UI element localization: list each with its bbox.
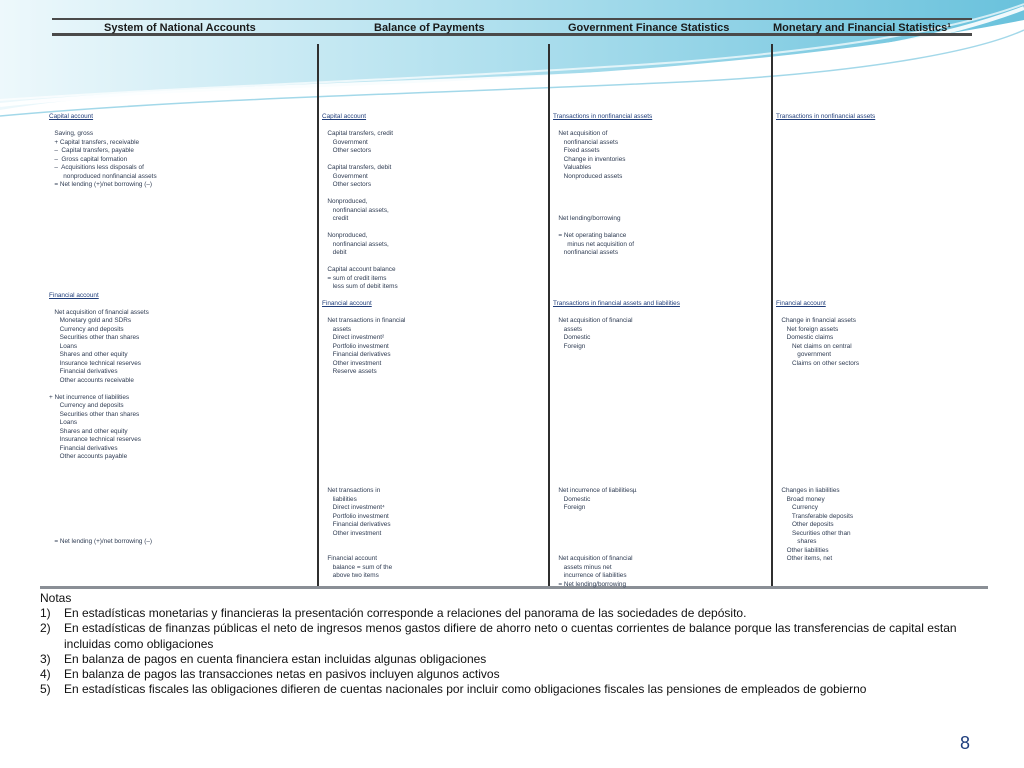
table-line: nonfinancial assets, (322, 240, 389, 248)
table-line: Net acquisition of (553, 130, 608, 137)
table-line: Nonproduced assets (553, 172, 623, 180)
table-line (322, 258, 405, 267)
table-line: Net claims on central (776, 342, 852, 350)
table-line (553, 360, 680, 369)
table-line (322, 292, 405, 301)
table-line (553, 224, 680, 233)
table-line (776, 122, 875, 131)
header-gfs: Government Finance Statistics (568, 22, 730, 34)
table-line (322, 156, 405, 165)
section-heading: Capital account (49, 113, 94, 120)
note-text: En balanza de pagos en cuenta financiera estan incluidas algunas obligaciones (64, 651, 487, 666)
table-line (776, 394, 875, 403)
table-line (776, 173, 875, 182)
note-number: 1) (40, 606, 51, 621)
table-line (553, 385, 680, 394)
table-line (49, 266, 157, 275)
table-line: nonfinancial assets (553, 249, 619, 256)
table-line (776, 249, 875, 258)
table-line: assets (553, 325, 583, 333)
table-line (49, 283, 157, 292)
table-line: Capital transfers, credit (322, 130, 394, 137)
table-line (553, 530, 680, 539)
table-line (776, 385, 875, 394)
table-line: = Net operating balance (553, 232, 627, 239)
table-line (49, 530, 157, 539)
table-line: Net transactions in (322, 487, 381, 494)
table-line (49, 496, 157, 505)
column-divider (317, 44, 319, 589)
table-line: Net lending/borrowing (553, 215, 621, 222)
note-number: 4) (40, 667, 51, 682)
table-line (553, 538, 680, 547)
table-line (49, 521, 157, 530)
table-line: – Acquisitions less disposals of (49, 164, 144, 171)
table-line (553, 258, 680, 267)
table-line: Net acquisition of financial assets (49, 308, 149, 316)
table-line: Saving, gross (49, 130, 94, 137)
table-line: Portfolio investment (322, 512, 389, 520)
table-line (553, 445, 680, 454)
table-line: Securities other than shares (49, 334, 140, 341)
table-line: Government (322, 138, 368, 146)
table-line: nonproduced nonfinancial assets (49, 172, 157, 180)
table-line (322, 190, 405, 199)
table-line: Currency (776, 504, 818, 511)
table-line (553, 190, 680, 199)
column-gfs (553, 113, 680, 589)
table-line: less sum of debit items (322, 283, 398, 290)
table-line (553, 351, 680, 360)
table-line (553, 275, 680, 284)
table-line (49, 249, 157, 258)
table-line: Financial derivatives (322, 521, 391, 528)
table-line (776, 283, 875, 292)
table-line: nonfinancial assets (553, 138, 619, 146)
table-line (776, 164, 875, 173)
table-line: Financial account (322, 555, 378, 562)
table-line (553, 394, 680, 403)
table-line (49, 122, 157, 131)
table-line (553, 547, 680, 556)
table-line (49, 385, 157, 394)
table-line (322, 224, 405, 233)
table-line: credit (322, 215, 349, 222)
section-heading: Transactions in nonfinancial assets (776, 113, 876, 120)
table-line: nonfinancial assets, (322, 206, 389, 214)
table-header (52, 18, 972, 36)
table-line: Other sectors (322, 147, 372, 154)
table-line: + Net incurrence of liabilities (49, 393, 130, 401)
table-line: Currency and deposits (49, 325, 124, 333)
table-line: Shares and other equity (49, 351, 128, 358)
table-line: Other investment (322, 359, 382, 367)
table-line (49, 504, 157, 513)
header-bop: Balance of Payments (374, 22, 485, 34)
table-line (322, 547, 405, 556)
table-line: – Capital transfers, payable (49, 147, 134, 154)
table-line: Valuables (553, 164, 592, 171)
table-line: – Gross capital formation (49, 155, 128, 163)
table-line (553, 122, 680, 131)
column-mfs (776, 113, 875, 564)
table-line: Net foreign assets (776, 325, 839, 333)
table-line (322, 436, 405, 445)
table-line (776, 411, 875, 420)
table-line: Net incurrence of liabilitiesµ (553, 487, 637, 494)
note-item (40, 606, 1000, 621)
table-line: liabilities (322, 495, 357, 503)
notes-list (40, 606, 1000, 697)
table-line (49, 300, 157, 309)
table-line: Insurance technical reserves (49, 359, 141, 367)
table-line (776, 215, 875, 224)
table-line (553, 462, 680, 471)
table-line: Other items, net (776, 555, 833, 562)
table-line: Government (322, 172, 368, 180)
table-line: Net acquisition of financial (553, 555, 633, 562)
note-text: En estadísticas fiscales las obligaciones difieren de cuentas nacionales por incluir como obligaciones fiscales las pensiones de empleados de gobierno (64, 682, 867, 697)
table-line: + Capital transfers, receivable (49, 138, 140, 146)
table-line (553, 309, 680, 318)
table-line: Other investment (322, 529, 382, 537)
table-line (776, 224, 875, 233)
table-line (776, 453, 875, 462)
table-line (49, 207, 157, 216)
table-line (553, 207, 680, 216)
table-line (49, 241, 157, 250)
header-sna: System of National Accounts (104, 22, 256, 34)
table-line (322, 428, 405, 437)
table-line (776, 368, 875, 377)
table-line (776, 190, 875, 199)
table-line: above two items (322, 572, 379, 579)
table-line: minus net acquisition of (553, 240, 634, 248)
table-line (776, 275, 875, 284)
note-item (40, 621, 1000, 651)
table-line (776, 402, 875, 411)
table-line (322, 402, 405, 411)
table-line (553, 513, 680, 522)
table-line: Loans (49, 342, 78, 350)
table-line (49, 224, 157, 233)
page-number: 8 (960, 733, 971, 753)
table-line (553, 411, 680, 420)
table-line (776, 241, 875, 250)
table-line: Capital account balance (322, 266, 396, 273)
table-line: Change in financial assets (776, 317, 856, 324)
table-line: Direct investment² (322, 334, 385, 341)
table-line (49, 479, 157, 488)
table-line: Transferable deposits (776, 512, 854, 520)
note-text: En estadísticas de finanzas públicas el neto de ingresos menos gastos difiere de ahorro neto o cuentas corrientes de balance porque las transferencias de capital estan incluidas como obligaciones (64, 621, 957, 651)
note-number: 2) (40, 621, 51, 636)
table-line (322, 470, 405, 479)
table-line: Other deposits (776, 521, 834, 528)
table-line: Insurance technical reserves (49, 436, 141, 443)
table-line (776, 258, 875, 267)
table-line: Foreign (553, 342, 586, 350)
table-line (776, 309, 875, 318)
table-line: Broad money (776, 495, 825, 503)
table-line (322, 538, 405, 547)
table-line (49, 275, 157, 284)
section-heading: Financial account (49, 291, 99, 299)
table-line: Financial derivatives (322, 351, 391, 358)
table-line (322, 385, 405, 394)
table-line: debit (322, 249, 347, 256)
column-divider (771, 44, 773, 589)
table-line (553, 198, 680, 207)
note-item (40, 682, 1000, 697)
note-text: En balanza de pagos las transacciones netas en pasivos incluyen algunos activos (64, 667, 500, 682)
section-heading: Transactions in nonfinancial assets (553, 113, 653, 120)
table-line: = Net lending (+)/net borrowing (–) (49, 181, 153, 188)
table-line (553, 292, 680, 301)
table-line (322, 122, 405, 131)
table-line (553, 436, 680, 445)
table-line: Loans (49, 419, 78, 426)
table-line: Nonproduced, (322, 198, 368, 205)
table-line (776, 377, 875, 386)
notes-section (40, 591, 1000, 697)
table-line: assets minus net (553, 563, 612, 571)
table-line (776, 130, 875, 139)
table-line (776, 147, 875, 156)
table-line: Net acquisition of financial (553, 317, 633, 324)
table-line (49, 470, 157, 479)
table-line: Direct investment⁴ (322, 504, 385, 511)
table-line: Reserve assets (322, 368, 377, 375)
table-line (553, 402, 680, 411)
table-line: Domestic (553, 334, 591, 341)
table-line: Other liabilities (776, 546, 829, 554)
note-text: En estadísticas monetarias y financieras la presentación corresponde a relaciones del panorama de las sociedades de depósito. (64, 606, 747, 621)
note-number: 5) (40, 682, 51, 697)
table-line (322, 377, 405, 386)
table-line: Capital transfers, debit (322, 164, 392, 171)
table-line (322, 445, 405, 454)
table-line (322, 462, 405, 471)
table-line (322, 309, 405, 318)
table-line: Net transactions in financial (322, 317, 406, 324)
table-line (776, 207, 875, 216)
table-line (776, 232, 875, 241)
table-line: Changes in liabilities (776, 487, 840, 494)
table-line (322, 394, 405, 403)
table-line (322, 479, 405, 488)
table-line (776, 470, 875, 479)
table-line (553, 428, 680, 437)
table-line: Change in inventories (553, 155, 626, 163)
section-heading: Financial account (776, 300, 826, 307)
table-line: Domestic (553, 495, 591, 503)
header-mfs: Monetary and Financial Statistics¹ (773, 22, 951, 34)
section-heading: Financial account (322, 300, 372, 307)
table-line (553, 521, 680, 530)
table-line: Nonproduced, (322, 232, 368, 239)
table-line (776, 266, 875, 275)
table-line (776, 198, 875, 207)
table-line: balance = sum of the (322, 563, 393, 571)
table-line: shares (776, 538, 817, 545)
table-line: Fixed assets (553, 147, 600, 154)
table-line (776, 156, 875, 165)
table-line (553, 283, 680, 292)
table-line: = Net lending (+)/net borrowing (–) (49, 538, 153, 545)
table-line: Other sectors (322, 181, 372, 188)
table-line (553, 419, 680, 428)
table-line: Other accounts receivable (49, 376, 134, 384)
table-line: Shares and other equity (49, 427, 128, 435)
table-line (553, 470, 680, 479)
table-line (776, 479, 875, 488)
table-line (776, 181, 875, 190)
table-line (776, 436, 875, 445)
column-divider (548, 44, 550, 589)
table-bottom-rule (40, 586, 988, 589)
table-line (49, 258, 157, 267)
table-line (776, 428, 875, 437)
table-line: Foreign (553, 504, 586, 511)
table-line (553, 266, 680, 275)
table-line: Financial derivatives (49, 368, 118, 375)
table-line: Domestic claims (776, 334, 834, 341)
table-line (49, 215, 157, 224)
column-sna (49, 113, 157, 547)
table-line: Claims on other sectors (776, 359, 860, 367)
column-bop (322, 113, 405, 581)
table-line: = Net lending/borrowing (553, 580, 627, 588)
table-line (776, 462, 875, 471)
table-line (322, 411, 405, 420)
notes-title: Notas (40, 591, 72, 605)
table-line (49, 232, 157, 241)
table-line: government (776, 351, 832, 358)
table-line: Securities other than (776, 529, 851, 537)
table-line (322, 453, 405, 462)
table-line (553, 479, 680, 488)
table-line (776, 139, 875, 148)
table-line: Other accounts payable (49, 453, 128, 460)
table-line (553, 181, 680, 190)
table-line (776, 292, 875, 301)
table-line (49, 190, 157, 199)
table-line (776, 419, 875, 428)
table-line (553, 368, 680, 377)
note-number: 3) (40, 651, 51, 666)
table-line (553, 377, 680, 386)
table-line (322, 419, 405, 428)
table-line (49, 462, 157, 471)
table-line: assets (322, 325, 352, 333)
table-line: Financial derivatives (49, 444, 118, 452)
section-heading: Transactions in financial assets and liabilities (553, 300, 680, 307)
table-line: incurrence of liabilities (553, 572, 627, 579)
note-item (40, 652, 1000, 667)
table-line: Currency and deposits (49, 402, 124, 409)
table-line (49, 198, 157, 207)
table-line: Portfolio investment (322, 342, 389, 350)
note-item (40, 667, 1000, 682)
table-line (49, 513, 157, 522)
section-heading: Capital account (322, 113, 367, 120)
table-line: = sum of credit items (322, 274, 387, 282)
table-line (776, 445, 875, 454)
table-line: Securities other than shares (49, 410, 140, 418)
table-line (553, 453, 680, 462)
table-line (49, 487, 157, 496)
table-line: Monetary gold and SDRs (49, 317, 132, 324)
